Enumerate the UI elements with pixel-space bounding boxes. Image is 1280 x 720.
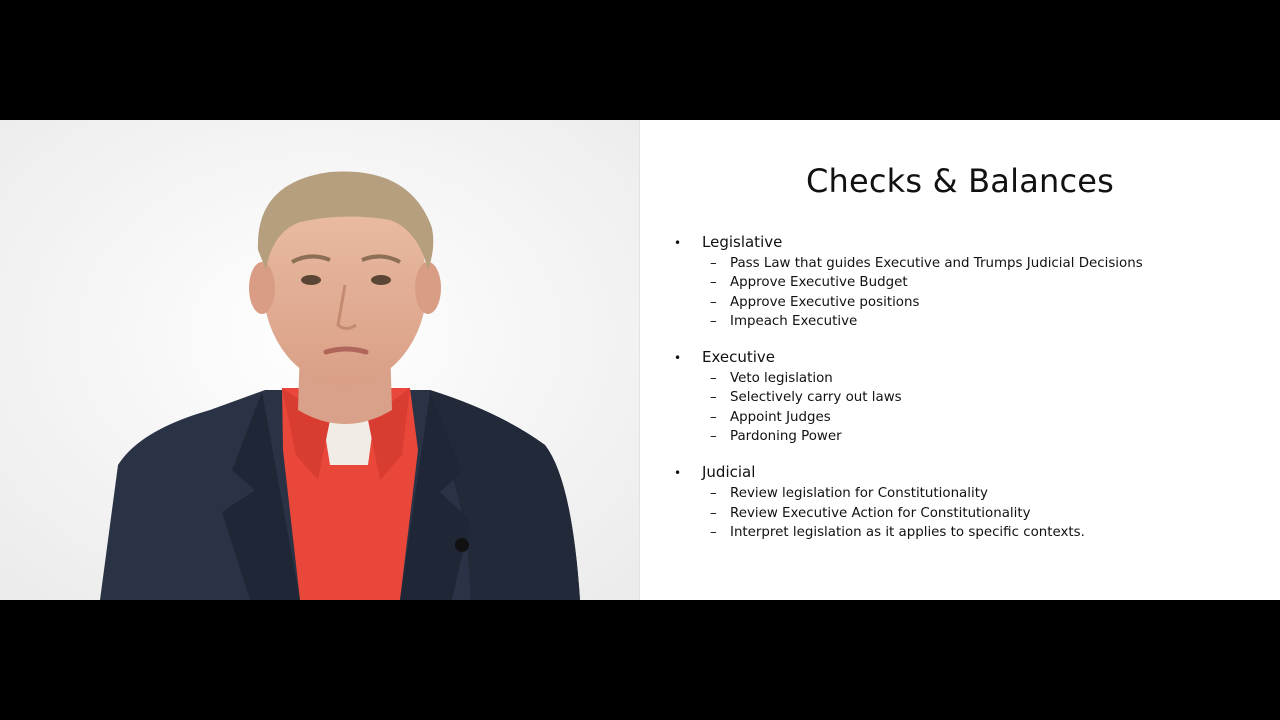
list-item [674,523,1264,542]
list-item-text: Pass Law that guides Executive and Trumps Judicial Decisions [730,256,1143,271]
list-item-text: Approve Executive Budget [730,275,908,291]
dash-icon: – [710,371,717,387]
lapel-mic [455,538,469,552]
list-item [674,408,1264,427]
dash-icon: – [710,524,717,540]
bullet-icon: • [674,466,682,481]
bullet-icon: • [674,236,682,250]
slide [640,120,1280,600]
list-item-text: Review Executive Action for Constitutionality [730,505,1031,521]
list-item-text: Impeach Executive [730,313,858,329]
list-item-text: Approve Executive positions [730,294,920,310]
dash-icon: – [710,486,717,502]
list-item [674,369,1264,388]
sub-list [674,254,1264,331]
section-heading-text: Executive [702,348,776,367]
dash-icon: – [710,390,717,406]
dash-icon: – [710,409,717,425]
list-item-text: Review legislation for Constitutionality [730,486,988,502]
list-item [674,427,1264,446]
list-item [674,504,1264,523]
slide-title [640,162,1280,200]
section-heading-text: Judicial [702,463,756,482]
list-item [674,312,1264,331]
section-executive [674,347,1264,446]
section-heading [674,462,1264,482]
presenter-figure [0,120,639,600]
eye-right [371,275,391,285]
list-item-text: Pardoning Power [730,429,842,445]
list-item [674,293,1264,312]
list-item-text: Selectively carry out laws [730,390,902,406]
section-heading [674,232,1264,252]
list-item-text: Interpret legislation as it applies to specific contexts. [730,524,1085,540]
bullet-icon: • [674,351,682,366]
list-item-text: Veto legislation [730,371,833,387]
section-heading [674,347,1264,367]
presenter-video [0,120,640,600]
dash-icon: – [710,275,717,291]
sub-list [674,484,1264,542]
ear-left [249,262,275,314]
eye-left [301,275,321,285]
dash-icon: – [710,505,717,521]
dash-icon: – [710,294,717,310]
video-content [0,120,1280,600]
section-heading-text: Legislative [702,233,783,251]
list-item [674,254,1264,273]
list-item [674,273,1264,292]
dash-icon: – [710,256,717,271]
bullet-list [674,232,1264,558]
section-legislative [674,232,1264,331]
section-judicial [674,462,1264,542]
sub-list [674,369,1264,446]
list-item [674,484,1264,503]
list-item-text: Appoint Judges [730,409,831,425]
slide-title-text: Checks & Balances [805,162,1115,200]
dash-icon: – [710,429,717,445]
list-item [674,388,1264,407]
dash-icon: – [710,313,717,329]
